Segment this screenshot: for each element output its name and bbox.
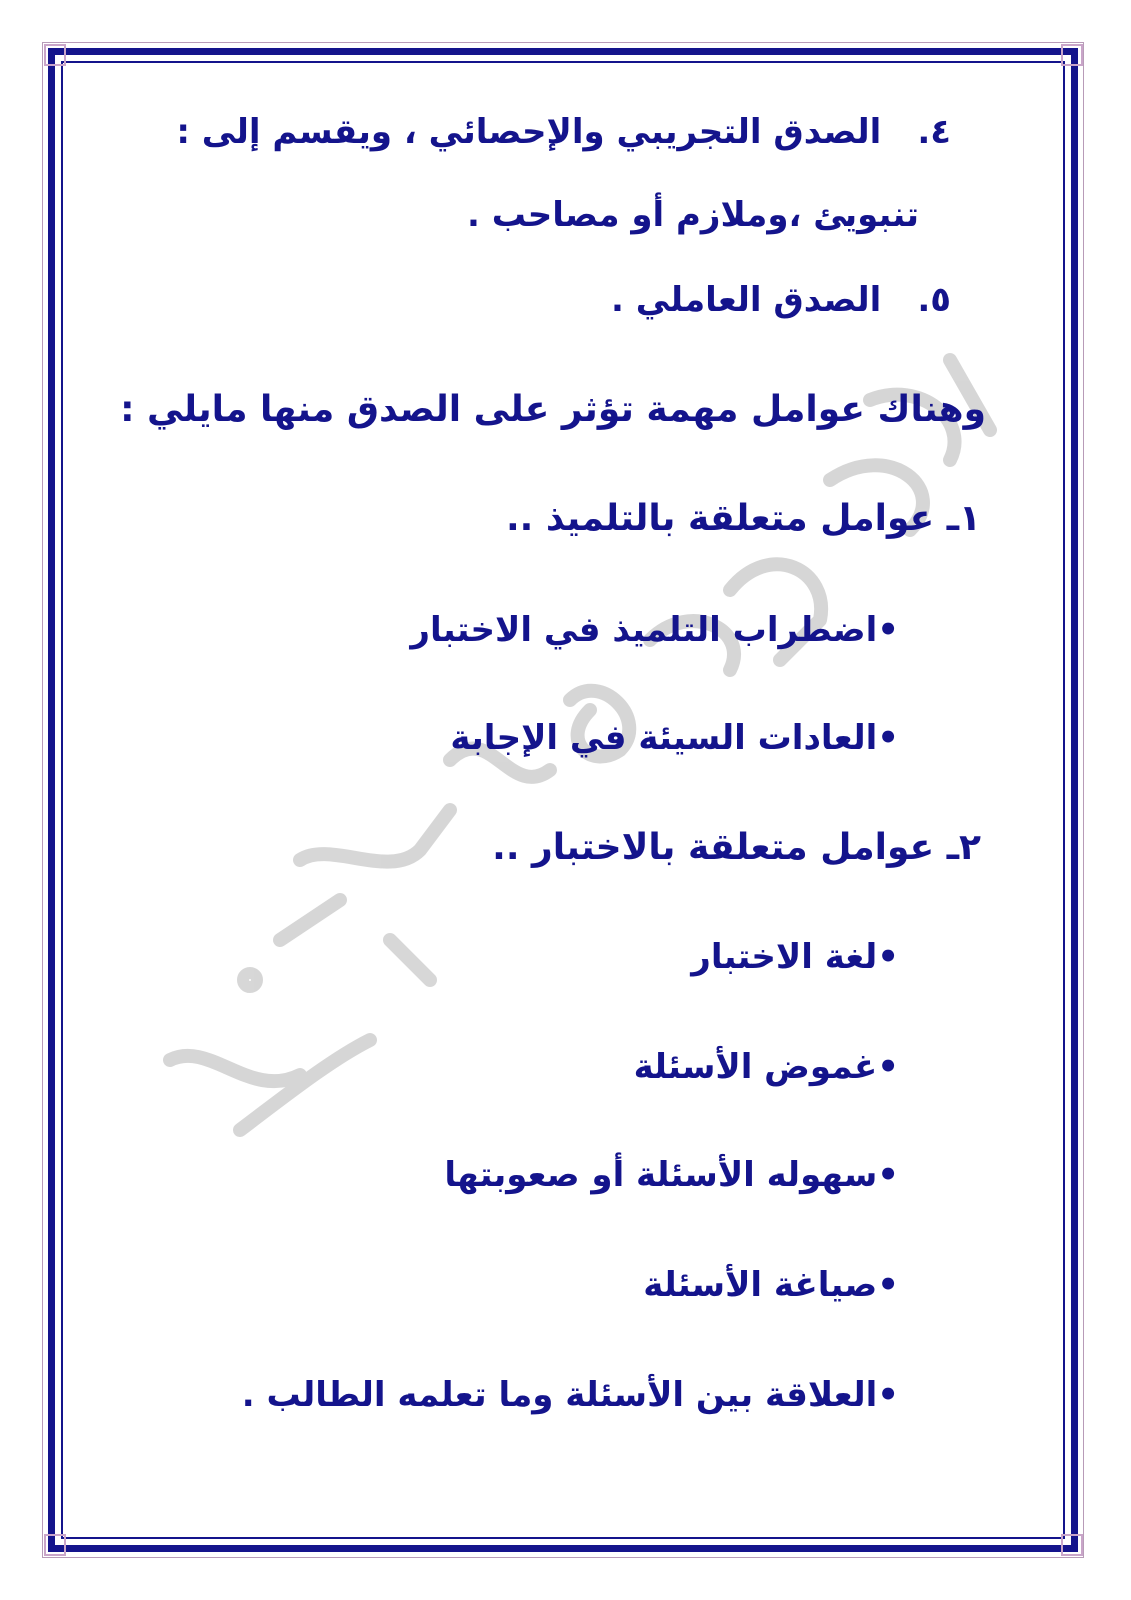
section-heading-student-factors: ١ـ عوامل متعلقة بالتلميذ ..: [505, 498, 981, 539]
corner-ornament-top-left: [44, 44, 66, 66]
corner-ornament-top-right: [1061, 44, 1083, 66]
list-item-5: [611, 280, 951, 321]
list-item-4-continuation: تنبويئ ،وملازم أو مصاحب .: [466, 195, 919, 235]
list-item-text: الصدق التجريبي والإحصائي ، ويقسم إلى :: [176, 112, 882, 152]
bullet-item: •سهوله الأسئلة أو صعوبتها: [444, 1155, 899, 1195]
corner-ornament-bottom-right: [1061, 1534, 1083, 1556]
list-number: ٥.: [917, 280, 951, 320]
bullet-item: •غموض الأسئلة: [633, 1047, 899, 1087]
bullet-item: •لغة الاختبار: [691, 937, 899, 977]
corner-ornament-bottom-left: [44, 1534, 66, 1556]
bullet-item: •العادات السيئة في الإجابة: [450, 718, 899, 758]
bullet-item: •اضطراب التلميذ في الاختبار: [410, 610, 899, 650]
intro-paragraph: وهناك عوامل مهمة تؤثر على الصدق منها مايلي :: [120, 389, 986, 430]
section-heading-test-factors: ٢ـ عوامل متعلقة بالاختبار ..: [492, 827, 981, 868]
list-number: ٤.: [917, 112, 951, 152]
bullet-item: •صياغة الأسئلة: [643, 1265, 899, 1305]
list-item-4: [176, 112, 951, 153]
list-item-text: الصدق العاملي .: [611, 280, 882, 320]
bullet-item: •العلاقة بين الأسئلة وما تعلمه الطالب .: [241, 1375, 899, 1415]
